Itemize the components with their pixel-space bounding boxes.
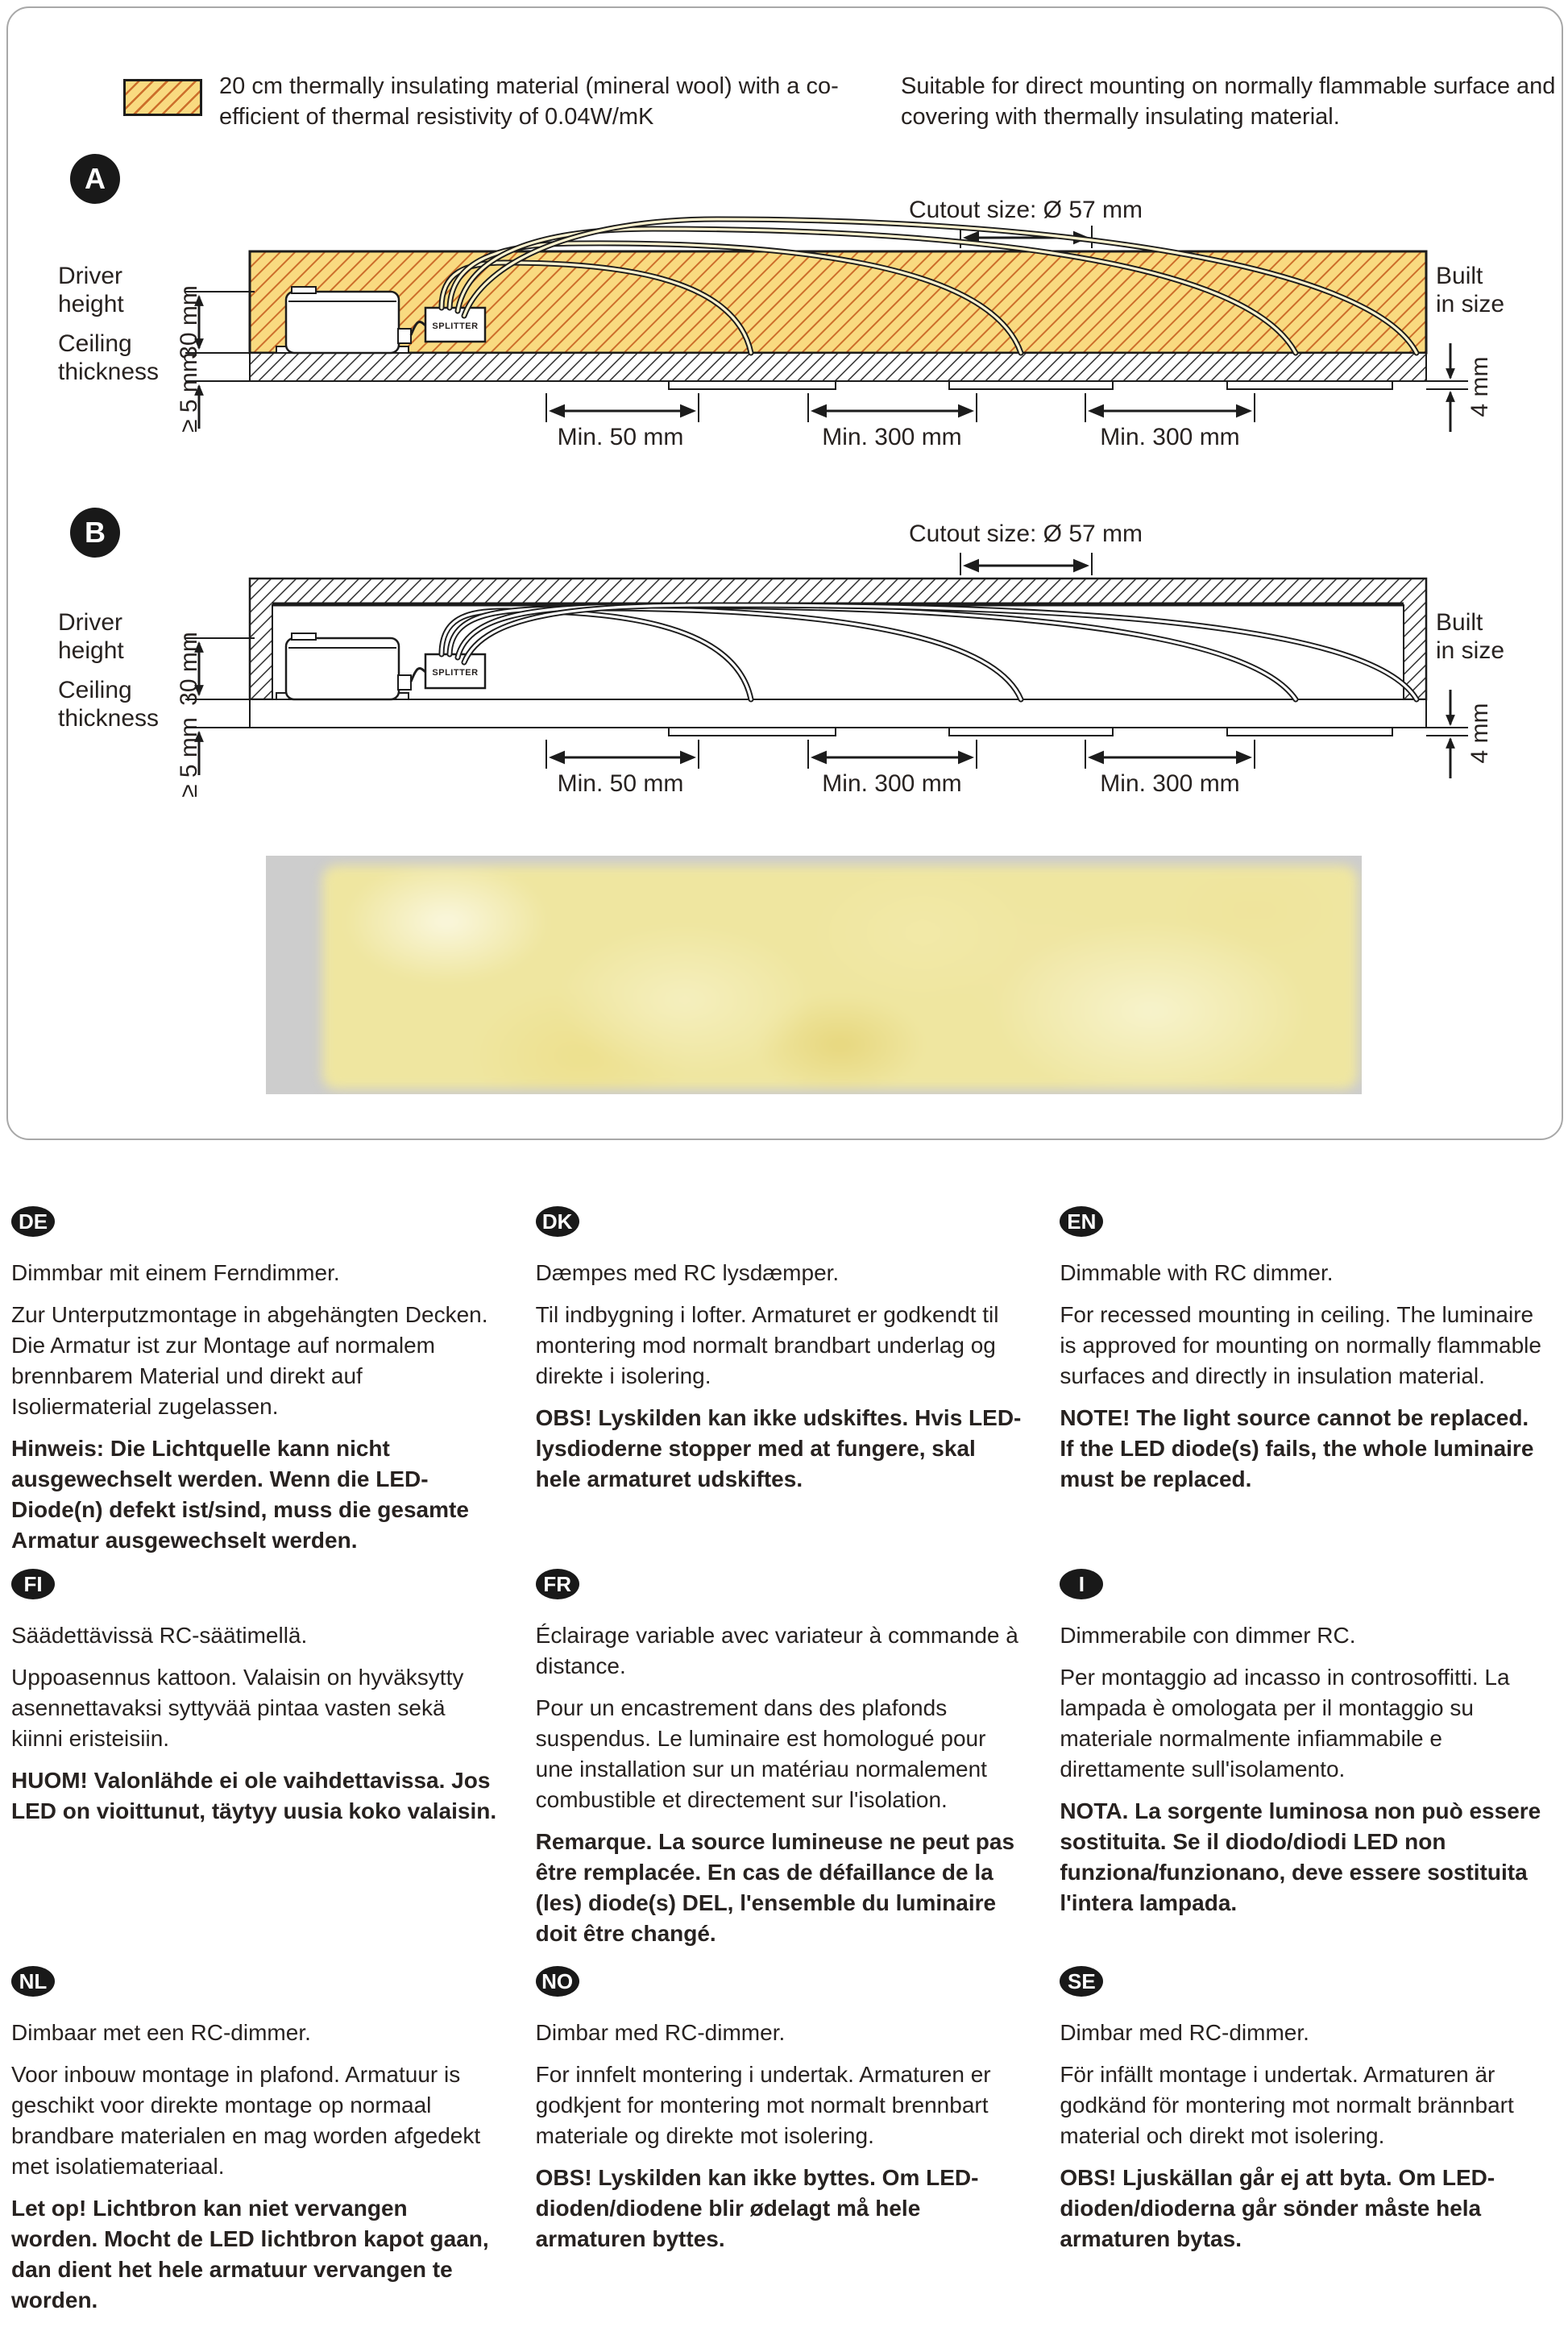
built-in-dim: 4 mm — [1466, 703, 1493, 764]
lang-note: Hinweis: Die Lichtquelle kann nicht ausgewechselt werden. Wenn die LED-Diode(n) defekt ist/sind, muss die gesamte Armatur ausgewechselt werden. — [11, 1436, 469, 1553]
svg-text:in size: in size — [1436, 637, 1505, 664]
splitter-box — [425, 654, 485, 688]
lang-note: Remarque. La source lumineuse ne peut pas être remplacée. En cas de défaillance de la (les) diode(s) DEL, l'ensemble du luminaire doit être changé. — [535, 1829, 1015, 1946]
cutout-label: Cutout size: Ø 57 mm — [908, 197, 1143, 223]
spacing-dimensions — [546, 393, 1255, 450]
diagram-b — [56, 492, 1539, 822]
lang-paragraph: Pour un encastrement dans des plafonds suspendus. Le luminaire est homologué pour une installation sur un matériau normalement combustible et directement sur l'isolation. — [535, 1695, 987, 1812]
lang-note: HUOM! Valonlähde ei ole vaihdettavissa. Jos LED on vioittunut, täytyy uusia koko valaisin. — [11, 1768, 497, 1823]
lang-paragraph: For recessed mounting in ceiling. The luminaire is approved for mounting on normally flammable surfaces and directly in insulation material. — [1060, 1302, 1541, 1388]
left-dimensions — [58, 609, 255, 798]
diagram-a — [56, 193, 1539, 459]
driver-height-dim: 30 mm — [176, 285, 202, 359]
lang-paragraph: Dimbar med RC-dimmer. — [1060, 2020, 1309, 2045]
language-instructions — [11, 1184, 1549, 2327]
diagram-panel — [6, 6, 1563, 1140]
lang-section-dk — [536, 1206, 1025, 1569]
svg-text:height: height — [58, 291, 124, 317]
lang-paragraph: Säädettävissä RC-säätimellä. — [11, 1623, 308, 1648]
lang-badge-fr: FR — [536, 1569, 579, 1599]
lang-section-se — [1060, 1966, 1549, 2327]
luminaire-plates — [669, 381, 1392, 389]
lang-badge-no: NO — [536, 1966, 579, 1997]
ceiling-strip — [250, 353, 1426, 381]
luminaire-plates — [669, 728, 1392, 736]
lang-paragraph: Dimmable with RC dimmer. — [1060, 1260, 1334, 1285]
lang-section-fi — [11, 1569, 500, 1966]
section-b-badge: B — [70, 508, 120, 558]
lang-paragraph: För infällt montage i undertak. Armaturen är godkänd för montering mot normalt brännbart material och direkt mot isolering. — [1060, 2062, 1514, 2148]
min300-label: Min. 300 mm — [822, 424, 962, 450]
lang-paragraph: Éclairage variable avec variateur à commande à distance. — [535, 1623, 1018, 1678]
lang-section-de — [11, 1206, 500, 1569]
lang-badge-en: EN — [1060, 1206, 1103, 1237]
min300-label: Min. 300 mm — [822, 770, 962, 797]
splitter-label: SPLITTER — [432, 321, 479, 331]
mineral-wool-photo — [266, 856, 1362, 1094]
lang-paragraph: Voor inbouw montage in plafond. Armatuur is geschikt voor direkte montage op normaal brandbare materialen en mag worden afgedekt met isolatiemateriaal. — [11, 2062, 481, 2179]
lang-section-no — [536, 1966, 1025, 2327]
min50-label: Min. 50 mm — [557, 424, 684, 450]
svg-text:thickness: thickness — [58, 705, 160, 732]
lang-paragraph: Zur Unterputzmontage in abgehängten Decken. Die Armatur ist zur Montage auf normalem brennbarem Material und direkt auf Isoliermaterial zugelassen. — [11, 1302, 488, 1419]
spacing-dimensions — [546, 740, 1255, 797]
lang-paragraph: Dimmerabile con dimmer RC. — [1060, 1623, 1356, 1648]
left-dimensions — [58, 263, 255, 433]
lang-paragraph: Til indbygning i lofter. Armaturet er godkendt til montering mod normalt brandbart underlag og direkte i isolering. — [535, 1302, 999, 1388]
lang-note: Let op! Lichtbron kan niet vervangen worden. Mocht de LED lichtbron kapot gaan, dan dient het hele armatuur vervangen te worden. — [11, 2196, 489, 2312]
lang-note: NOTE! The light source cannot be replaced. If the LED diode(s) fails, the whole luminaire must be replaced. — [1060, 1405, 1534, 1491]
lang-paragraph: Dimbar med RC-dimmer. — [535, 2020, 786, 2045]
svg-text:in size: in size — [1436, 291, 1505, 317]
ceiling-thickness-label: Ceiling — [58, 677, 132, 703]
lang-badge-nl: NL — [11, 1966, 55, 1997]
lang-section-it — [1060, 1569, 1549, 1966]
svg-text:thickness: thickness — [58, 359, 160, 385]
lang-paragraph: Uppoasennus kattoon. Valaisin on hyväksytty asennettavaksi syttyvää pintaa vasten sekä kiinni eristeisiin. — [11, 1665, 464, 1751]
lang-note: OBS! Lyskilden kan ikke byttes. Om LED-dioden/diodene blir ødelagt må hele armaturen byttes. — [535, 2165, 979, 2251]
lang-paragraph: Per montaggio ad incasso in controsoffitti. La lampada è omologata per il montaggio su materiale normalmente infiammabile e direttamente sull'isolamento. — [1060, 1665, 1510, 1782]
lang-badge-dk: DK — [536, 1206, 579, 1237]
lang-badge-it: I — [1060, 1569, 1103, 1599]
legend-insulation-text: 20 cm thermally insulating material (mineral wool) with a co-efficient of thermal resistivity of 0.04W/mK — [219, 73, 839, 130]
lang-section-en — [1060, 1206, 1549, 1569]
insulation-swatch-icon — [123, 79, 202, 116]
right-dimensions — [1426, 263, 1504, 432]
lang-note: OBS! Ljuskällan går ej att byta. Om LED-dioden/dioderna går sönder måste hela armaturen bytas. — [1060, 2165, 1495, 2251]
svg-text:height: height — [58, 637, 124, 664]
splitter-label: SPLITTER — [432, 668, 479, 678]
built-in-size-label: Built — [1436, 263, 1483, 289]
section-a-badge: A — [70, 154, 120, 204]
ceiling-thickness-dim: ≥ 5 mm — [176, 717, 202, 798]
lang-paragraph: For innfelt montering i undertak. Armaturen er godkjent for montering mot normalt brennbart materiale og direkte mot isolering. — [535, 2062, 991, 2148]
cutout-label: Cutout size: Ø 57 mm — [908, 521, 1143, 547]
lang-badge-fi: FI — [11, 1569, 55, 1599]
mineral-wool-texture — [322, 865, 1358, 1089]
driver-box — [276, 287, 411, 353]
splitter-box — [425, 308, 485, 342]
driver-height-label: Driver — [58, 263, 122, 289]
driver-height-label: Driver — [58, 609, 122, 636]
built-in-dim: 4 mm — [1466, 356, 1493, 417]
min300-label: Min. 300 mm — [1100, 770, 1240, 797]
built-in-size-label: Built — [1436, 609, 1483, 636]
legend-mounting-text: Suitable for direct mounting on normally flammable surface and covering with thermally insulating material. — [901, 73, 1556, 130]
ceiling-thickness-dim: ≥ 5 mm — [176, 352, 202, 433]
lang-paragraph: Dimbaar met een RC-dimmer. — [11, 2020, 311, 2045]
lang-badge-se: SE — [1060, 1966, 1103, 1997]
ceiling-board — [250, 699, 1426, 728]
lang-section-nl — [11, 1966, 500, 2327]
min300-label: Min. 300 mm — [1100, 424, 1240, 450]
lang-paragraph: Dimmbar mit einem Ferndimmer. — [11, 1260, 340, 1285]
lang-badge-de: DE — [11, 1206, 55, 1237]
driver-height-dim: 30 mm — [176, 632, 202, 706]
lang-section-fr — [536, 1569, 1025, 1966]
right-dimensions — [1426, 609, 1504, 778]
ceiling-thickness-label: Ceiling — [58, 330, 132, 357]
cutout-dimension-b — [909, 521, 1143, 575]
lang-note: NOTA. La sorgente luminosa non può essere sostituita. Se il diodo/diodi LED non funziona/funzionano, deve essere sostituita l'intera lampada. — [1060, 1798, 1541, 1915]
lang-note: OBS! Lyskilden kan ikke udskiftes. Hvis LED-lysdioderne stopper med at fungere, skal hele armaturet udskiftes. — [535, 1405, 1022, 1491]
min50-label: Min. 50 mm — [557, 770, 684, 797]
driver-box — [276, 633, 411, 699]
lang-paragraph: Dæmpes med RC lysdæmper. — [535, 1260, 840, 1285]
